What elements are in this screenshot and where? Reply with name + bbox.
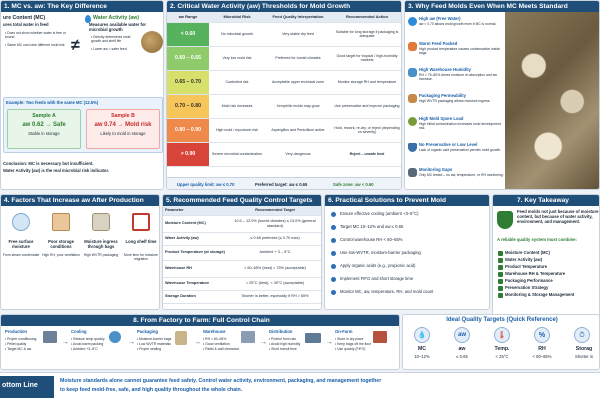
stage-item: • Use quickly (FIFO): [335, 347, 366, 351]
stage-item: • Short transit time: [269, 347, 297, 351]
factor-desc: From steam condensate: [2, 253, 40, 257]
aw-risk-cell: Very low mold risk: [209, 46, 265, 70]
stage-item: • Proper sealing: [137, 347, 161, 351]
aw-interp-cell: Very stable dry feed: [265, 22, 331, 46]
cause-desc: aw > 0.70 allows mold growth even if MC is normal.: [419, 22, 497, 26]
mc-bullet-1: • Does not show whether water is free or bound: [5, 31, 66, 40]
sample-a-card: [7, 109, 81, 149]
stage-item: • Ambient +3–5°C: [71, 347, 98, 351]
stage-item: • Target MC & aw: [5, 347, 32, 351]
aw-range-cell: 0.70 – 0.80: [167, 94, 209, 118]
stage-title: On-Farm: [335, 329, 353, 334]
factor-desc: High RH, poor ventilation: [42, 253, 80, 257]
qc-target-cell: < 25°C (best), < 30°C (acceptable): [227, 277, 322, 290]
cause-title: Monitoring Gaps: [419, 167, 453, 172]
stage-item: • Moisture-barrier bags: [137, 337, 172, 341]
target-value: < 25°C: [495, 354, 509, 359]
stage-item: • Good ventilation: [203, 342, 230, 346]
check-icon: [498, 286, 503, 291]
humidity-icon: [408, 68, 417, 77]
sample-a-label: Sample A: [32, 113, 56, 119]
table-row: [163, 232, 322, 245]
package-icon: [331, 251, 336, 256]
stage-item: • Store in dry place: [335, 337, 364, 341]
cause-desc: RH > 75–80% drives moisture re-absorption and aw increase.: [419, 73, 497, 82]
card-glyph: %: [538, 332, 546, 339]
not-equal-icon: ≠: [71, 37, 80, 54]
fifo-icon: [331, 277, 336, 282]
factor-desc: High WVTR packaging: [83, 253, 119, 257]
arrow-icon: →: [128, 339, 135, 346]
cause-desc: High product temperature causes condensation inside bags.: [419, 47, 501, 56]
check-icon: [498, 272, 503, 277]
calendar-icon: [132, 213, 150, 231]
card-glyph: ⏱: [579, 332, 585, 339]
qc-param-cell: Storage Duration: [163, 290, 227, 303]
clipboard-icon: [408, 168, 417, 177]
aw-range-cell: 0.80 – 0.90: [167, 118, 209, 142]
target-label: RH: [538, 346, 546, 352]
target-value: ≤ 0.65: [456, 354, 468, 359]
cause-title: No Preservative or Low Level: [419, 142, 478, 147]
aw-interp-cell: Preferred for humid climates: [265, 46, 331, 70]
card-glyph: 🌡: [497, 332, 507, 339]
feed-pellet-image: [141, 31, 163, 53]
qc-param-cell: Water Activity (aw): [163, 232, 227, 245]
solution-item: Apply organic acids (e.g., propionic acid): [340, 263, 416, 268]
panel-quick-reference: [402, 314, 600, 370]
qc-target-table: [163, 206, 322, 304]
table-row: [163, 215, 322, 232]
cause-desc: Lack of organic acid preservation permits mold growth.: [419, 148, 502, 152]
stage-item: • Avoid warm packing: [71, 342, 104, 346]
aw-action-cell: Reject – unsafe feed: [331, 142, 402, 166]
sample-b-label: Sample B: [111, 113, 135, 119]
solution-item: Implement FIFO and short storage time: [340, 276, 414, 281]
aw-range-cell: > 0.90: [167, 142, 209, 166]
panel-4-title: 4. Factors That Increase aw After Production: [1, 195, 159, 206]
stage-title: Packaging: [137, 329, 158, 334]
bottom-line-bar: [0, 372, 600, 400]
aw-action-cell: Good target for tropical / high-humidity markets: [331, 46, 402, 70]
conclusion-line-1: Conclusion: MC is necessary but insufficient.: [3, 161, 94, 166]
panel-2-title: 2. Critical Water Activity (aw) Thresholds for Mold Growth: [167, 1, 401, 12]
bags-icon: [92, 213, 110, 231]
bottom-line-text-2: to keep feed mold-free, safe, and high quality throughout the whole chain.: [60, 387, 243, 393]
qc-target-cell: ≤ 0.65 preferred (≤ 0.70 max): [227, 232, 322, 245]
qc-target-cell: Ambient + 3 – 5°C: [227, 245, 322, 260]
cause-title: Warm Feed Packed: [419, 41, 458, 46]
example-title: Example: Two feeds with the same MC (12.5%): [6, 100, 99, 105]
panel-1-title: 1. MC vs. aw: The Key Difference: [1, 1, 163, 12]
arrow-icon: →: [194, 339, 201, 346]
aw-interp-cell: Aspergillus and Penicillium active: [265, 118, 331, 142]
aw-action-cell: Suitable for long storage if packaging is adequate: [331, 22, 402, 46]
qc-param-cell: Warehouse Temperature: [163, 277, 227, 290]
stage-item: • RH < 60–65%: [203, 337, 227, 341]
aw-bullet-1: • Directly determines mold growth and shelf life: [91, 35, 131, 44]
sample-a-note: Stable in storage: [28, 131, 60, 136]
factor-title: Poor storage conditions: [48, 239, 74, 249]
target-label: MC: [417, 346, 427, 352]
cause-desc: Only MC tested – no aw, temperature, or RH monitoring.: [419, 173, 504, 177]
mc-subtitle: ures total water in feed: [3, 22, 49, 27]
conclusion-line-2: Water Activity (aw) is the real microbial risk indicator.: [3, 168, 110, 173]
footer-safe-zone: Safe zone: aw < 0.60: [333, 182, 374, 187]
table-row: [167, 142, 402, 166]
panel-control-chain: [0, 314, 400, 370]
panel-3-title: 3. Why Feed Molds Even When MC Meets Standard: [405, 1, 599, 12]
aw-action-cell: Hold, rework, re-dry, or reject (depending on severity): [331, 118, 402, 142]
cooling-icon: [331, 212, 336, 217]
cause-desc: High initial contamination increases mold development risk.: [419, 122, 501, 131]
aw-range-cell: < 0.60: [167, 22, 209, 46]
check-icon: [498, 265, 503, 270]
card-glyph: 💧: [417, 332, 427, 339]
check-icon: [498, 251, 503, 256]
takeaway-item: Water Activity (aw): [505, 257, 543, 262]
panel-practical-solutions: [324, 194, 490, 310]
panel-8-title: 8. From Factory to Farm: Full Control Chain: [1, 315, 399, 326]
factor-title: Moisture ingress through bags: [84, 239, 118, 249]
qc-param-cell: Moisture Content (MC): [163, 215, 227, 232]
stage-item: • Pallet & wall clearance: [203, 347, 240, 351]
stage-title: Cooling: [71, 329, 87, 334]
aw-col-action: Recommended Action: [331, 12, 402, 22]
takeaway-item: Moisture Content (MC): [505, 250, 550, 255]
cause-title: High aw (Free Water): [419, 16, 461, 21]
panel-factors-increase-aw: [0, 194, 160, 310]
solution-item: Use low-WVTR, moisture-barrier packaging: [340, 250, 421, 255]
shield-check-icon: [497, 211, 513, 229]
takeaway-item: Preservation Strategy: [505, 285, 549, 290]
stage-item: • Low WVTR materials: [137, 342, 171, 346]
aw-action-cell: Monitor storage RH and temperature: [331, 70, 402, 94]
panel-why-feed-molds: [404, 0, 600, 190]
solution-item: Monitor MC, aw, temperature, RH, and mold count: [340, 289, 434, 294]
stage-title: Warehouse: [203, 329, 226, 334]
example-box: [3, 97, 163, 153]
cause-desc: High WVTR packaging allows moisture ingress.: [419, 99, 491, 103]
humidity-icon: [534, 327, 550, 343]
panel-qc-targets: [162, 194, 322, 310]
card-glyph: aw: [457, 332, 466, 338]
panel-aw-thresholds: [166, 0, 402, 190]
cause-title: Packaging Permeability: [419, 93, 467, 98]
target-value: Shorter is: [575, 354, 593, 359]
takeaway-main: Feed molds not just because of moisture content, but because of water activity, environment, and management.: [517, 209, 599, 224]
qc-col-parameter: Parameter: [163, 206, 227, 215]
table-row: [167, 118, 402, 142]
threshold-footer: [167, 177, 402, 190]
aw-action-cell: Use preservative and improve packaging: [331, 94, 402, 118]
table-row: [167, 70, 402, 94]
target-value: 10–12%: [414, 354, 430, 359]
stage-item: • Reduce temp quickly: [71, 337, 105, 341]
sample-b-card: [86, 109, 160, 149]
sample-b-value: aw 0.74 → Mold risk: [94, 122, 152, 128]
arrow-icon: →: [326, 339, 333, 346]
stage-item: • Avoid high humidity: [269, 342, 301, 346]
monitor-icon: [331, 290, 336, 295]
table-row: [163, 277, 322, 290]
table-row: [167, 46, 402, 70]
table-row: [167, 94, 402, 118]
humidity-icon: [331, 238, 336, 243]
panel-mc-vs-aw: [0, 0, 164, 190]
aw-threshold-table: [167, 12, 402, 167]
solution-item: Target MC 10–12% and aw ≤ 0.65: [340, 224, 404, 229]
panel-7-title: 7. Key Takeaway: [493, 195, 599, 206]
aw-icon: [454, 327, 470, 343]
stage-title: Production: [5, 329, 28, 334]
aw-interp-cell: Acceptable upper technical zone: [265, 70, 331, 94]
aw-subtitle: Measures available water for microbial growth: [89, 22, 147, 32]
table-row: [167, 22, 402, 46]
takeaway-item: Packaging Performance: [505, 278, 553, 283]
stage-item: • Protect from rain: [269, 337, 297, 341]
mc-heading: ure Content (MC): [3, 15, 46, 21]
check-icon: [498, 279, 503, 284]
stage-title: Distribution: [269, 329, 293, 334]
aw-risk-cell: Severe microbial contamination: [209, 142, 265, 166]
qc-param-cell: Product Temperature (at storage): [163, 245, 227, 260]
package-icon: [408, 94, 417, 103]
aw-risk-cell: Controlled risk: [209, 70, 265, 94]
steam-icon: [12, 213, 30, 231]
spore-icon: [408, 117, 417, 126]
aw-table-header: [167, 12, 402, 22]
bottom-line-text-1: Moisture standards alone cannot guarantee feed safety. Control water activity, environment, packaging, and management together: [60, 378, 382, 384]
aw-range-cell: 0.65 – 0.70: [167, 70, 209, 94]
target-icon: [331, 225, 336, 230]
table-row: [163, 260, 322, 277]
target-label: aw: [458, 346, 466, 352]
arrow-icon: →: [260, 339, 267, 346]
flask-icon: [331, 264, 336, 269]
sample-a-value: aw 0.62 → Safe: [22, 122, 66, 128]
stage-item: • Proper conditioning: [5, 337, 37, 341]
moldy-feed-image: [505, 12, 600, 190]
thermometer-icon: [494, 327, 510, 343]
qc-table-header: [163, 206, 322, 215]
panel-9-title: Ideal Quality Targets (Quick Reference): [446, 317, 558, 323]
aw-col-risk: Microbial Risk: [209, 12, 265, 22]
takeaway-item: Warehouse RH & Temperature: [505, 271, 566, 276]
panel-6-title: 6. Practical Solutions to Prevent Mold: [325, 195, 489, 206]
bottom-line-label-box: [0, 376, 54, 398]
solution-item: Ensure effective cooling (ambient +3–5°C): [340, 211, 419, 216]
factor-title: Free surface moisture: [8, 239, 34, 249]
footer-upper-limit: Upper quality limit: aw ≤ 0.70: [177, 182, 235, 187]
table-row: [163, 290, 322, 303]
arrow-icon: →: [62, 339, 69, 346]
qc-col-target: Recommended Target: [227, 206, 322, 215]
qc-target-cell: 10.0 – 12.0% (humid climates) ≤ 13.0% (general standard): [227, 215, 322, 232]
warehouse-icon: [52, 213, 70, 231]
table-row: [163, 245, 322, 260]
factor-desc: More time for moisture migration: [124, 253, 158, 262]
aw-range-cell: 0.60 – 0.65: [167, 46, 209, 70]
aw-col-interp: Feed Quality Interpretation: [265, 12, 331, 22]
check-icon: [498, 293, 503, 298]
shield-icon: [408, 143, 417, 152]
thermometer-icon: [408, 42, 417, 51]
aw-interp-cell: Xerophilic molds may grow: [265, 94, 331, 118]
water-drop-icon: [408, 17, 417, 26]
check-icon: [498, 258, 503, 263]
stage-item: • Keep bags off the floor: [335, 342, 372, 346]
footer-preferred: Preferred target: aw ≤ 0.65: [255, 182, 308, 187]
aw-col-range: aw Range: [167, 12, 209, 22]
target-label: Temp.: [494, 346, 510, 352]
cause-title: High Mold Spore Load: [419, 116, 464, 121]
stage-item: • Pellet quality: [5, 342, 27, 346]
aw-risk-cell: No microbial growth: [209, 22, 265, 46]
takeaway-item: Monitoring & Storage Management: [505, 292, 575, 297]
timer-icon: [574, 327, 590, 343]
qc-param-cell: Warehouse RH: [163, 260, 227, 277]
target-value: < 60–65%: [532, 354, 552, 359]
bottom-line-label: ottom Line: [2, 382, 38, 389]
cause-title: High Warehouse Humidity: [419, 67, 471, 72]
solution-item: Control warehouse RH < 60–65%: [340, 237, 403, 242]
aw-risk-cell: High mold / mycotoxin risk: [209, 118, 265, 142]
qc-target-cell: Shorter is better, especially if RH > 65%: [227, 290, 322, 303]
aw-bullet-2: • Lower aw = safer feed: [91, 47, 127, 51]
mc-bullet-2: • Same MC can have different mold risk: [5, 43, 65, 47]
sample-b-note: Likely to mold in storage: [100, 131, 146, 136]
aw-interp-cell: Very dangerous: [265, 142, 331, 166]
aw-heading: Water Activity (aw): [93, 15, 140, 21]
qc-target-cell: < 60–65% (best) < 75% (acceptable): [227, 260, 322, 277]
takeaway-item: Product Temperature: [505, 264, 548, 269]
aw-risk-cell: Mold risk increases: [209, 94, 265, 118]
target-label: Storag: [575, 346, 593, 352]
factor-title: Long shelf time: [125, 239, 157, 244]
water-drop-icon: [414, 327, 430, 343]
takeaway-sub: A reliable quality system must combine:: [497, 237, 577, 242]
panel-5-title: 5. Recommended Feed Quality Control Targets: [163, 195, 321, 206]
